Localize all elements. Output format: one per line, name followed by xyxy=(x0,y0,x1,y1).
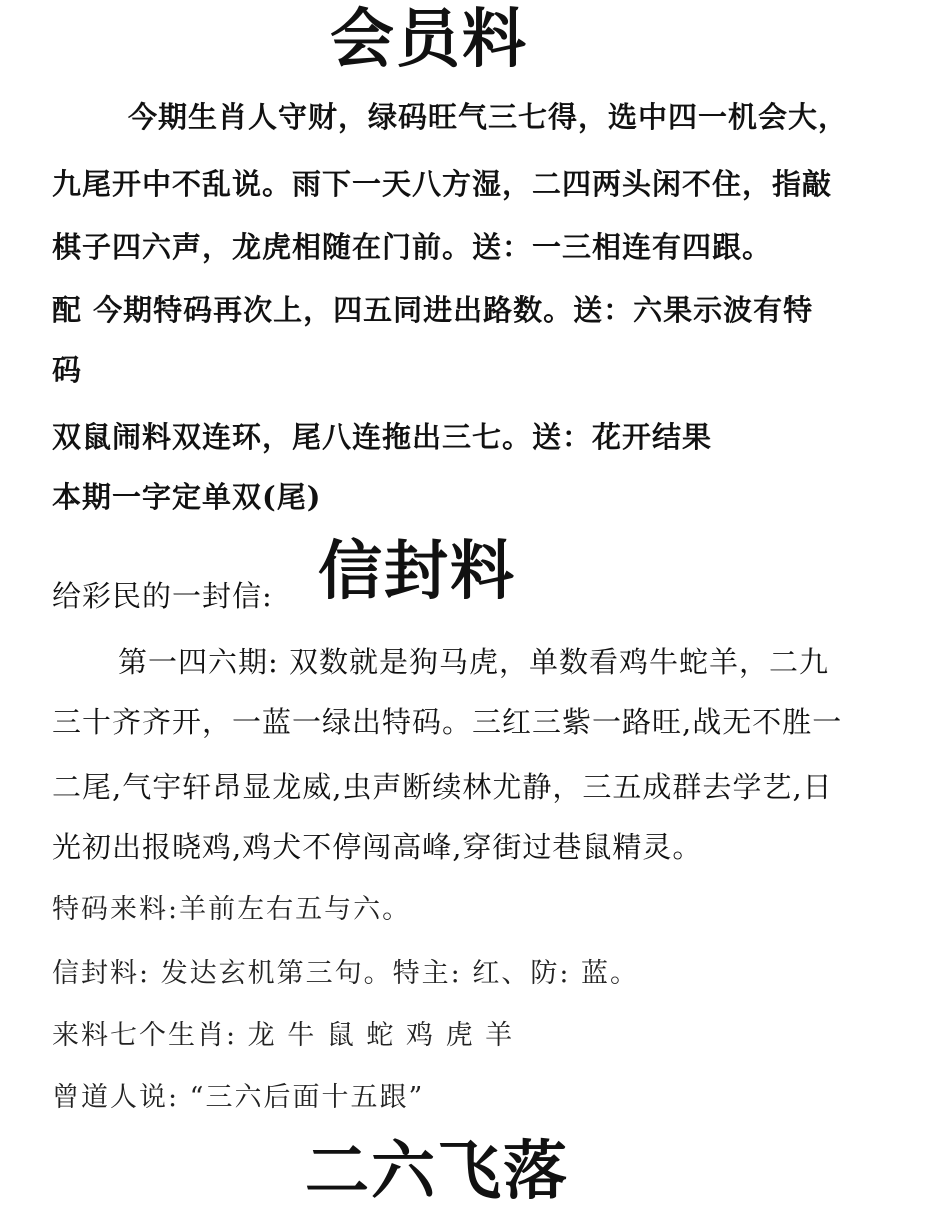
text-line: 曾道人说: “三六后面十五跟” xyxy=(52,1082,425,1113)
text-line: 信封料: 发达玄机第三句。特主: 红、防: 蓝。 xyxy=(52,958,640,989)
text-line: 来料七个生肖: 龙 牛 鼠 蛇 鸡 虎 羊 xyxy=(52,1020,515,1051)
title-xinfeng: 信封料 xyxy=(318,534,516,609)
title-erliu: 二六飞落 xyxy=(305,1134,569,1209)
text-line: 双鼠闹料双连环，尾八连拖出三七。送：花开结果 xyxy=(52,420,713,454)
text-line: 棋子四六声，龙虎相随在门前。送：一三相连有四跟。 xyxy=(52,230,773,264)
letter-prefix: 给彩民的一封信: xyxy=(52,579,273,613)
text-line: 三十齐齐开，一蓝一绿出特码。三红三紫一路旺,战无不胜一 xyxy=(52,705,843,739)
text-line: 二尾,气宇轩昂显龙威,虫声断续林尤静，三五成群去学艺,日 xyxy=(52,770,833,804)
text-line: 第一四六期: 双数就是狗马虎，单数看鸡牛蛇羊，二九 xyxy=(118,645,829,679)
title-huiyuan: 会员料 xyxy=(330,2,528,77)
text-line: 光初出报晓鸡,鸡犬不停闯高峰,穿街过巷鼠精灵。 xyxy=(52,830,703,864)
text-line: 本期一字定单双(尾) xyxy=(52,480,322,514)
text-line: 九尾开中不乱说。雨下一天八方湿，二四两头闲不住，指敲 xyxy=(52,167,833,201)
text-line: 码 xyxy=(52,353,83,387)
text-line: 配 今期特码再次上，四五同进出路数。送：六果示波有特 xyxy=(52,293,814,327)
text-line: 今期生肖人守财，绿码旺气三七得，选中四一机会大， xyxy=(128,100,849,134)
text-line: 特码来料:羊前左右五与六。 xyxy=(52,894,412,925)
